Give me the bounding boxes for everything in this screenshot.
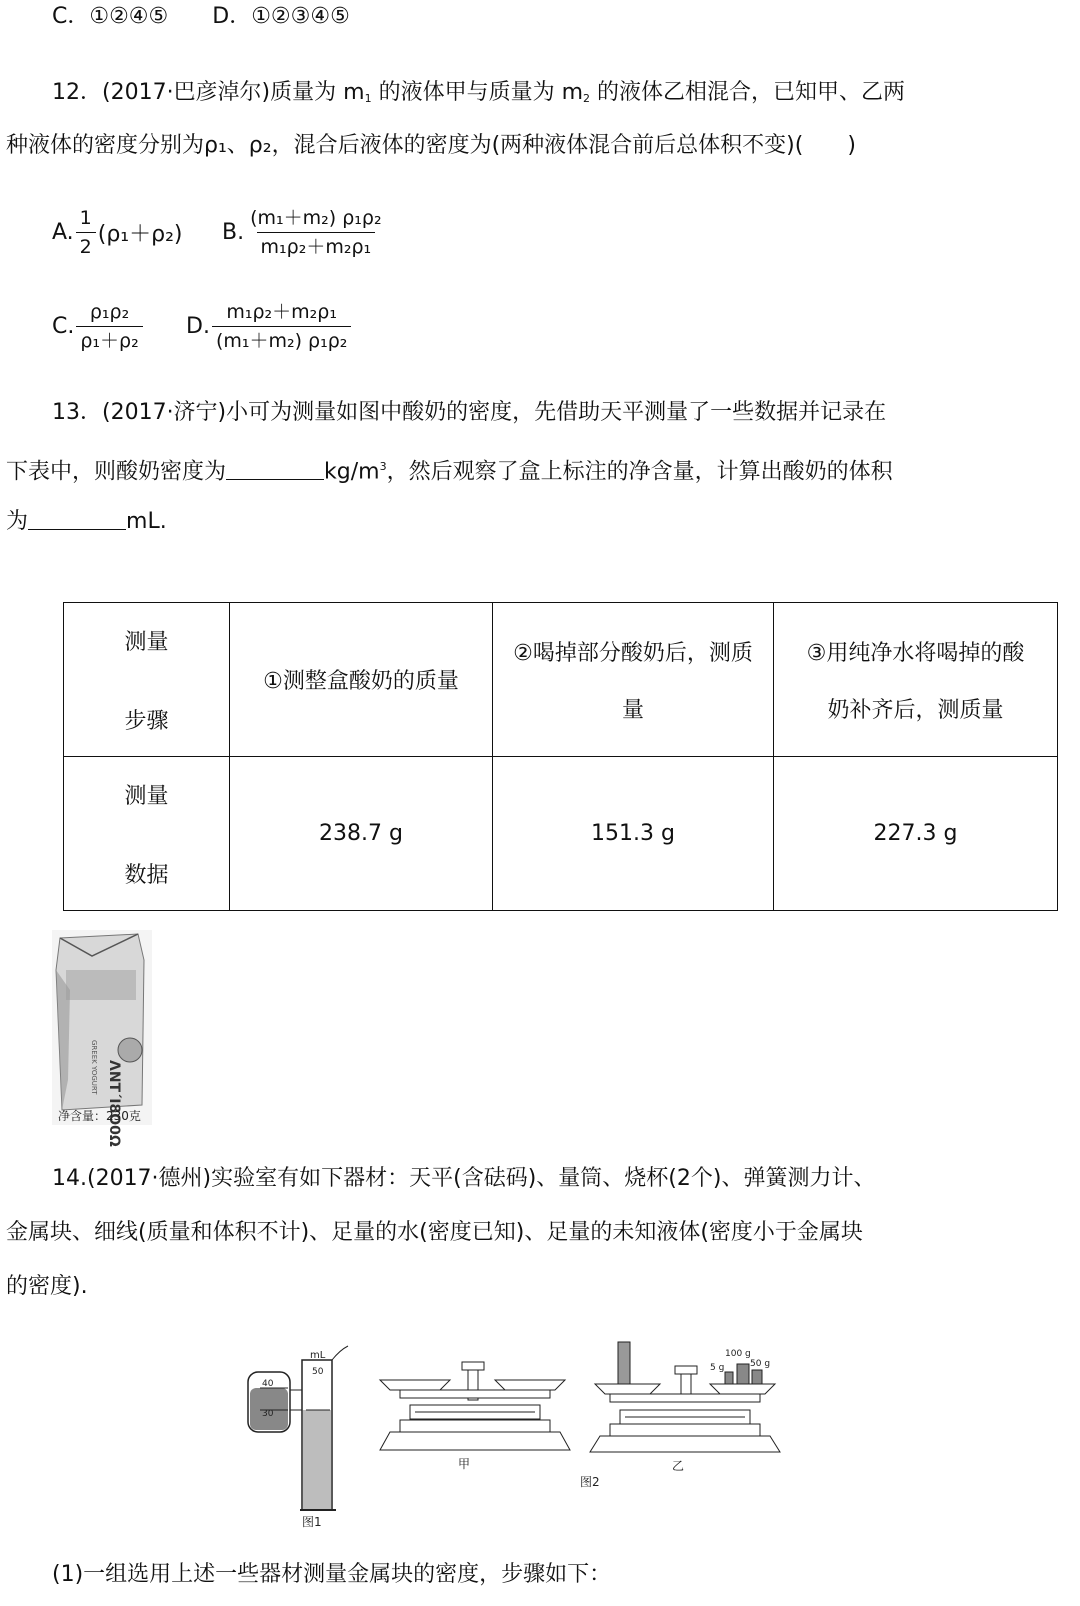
q12-option-a: A. $\frac{1}{2}$ (ρ₁＋ρ₂): [52, 207, 183, 258]
option-c: C．①②④⑤: [52, 4, 169, 29]
table-cell-step2: ②喝掉部分酸奶后，测质 量: [493, 603, 774, 757]
svg-text:50: 50: [312, 1367, 324, 1377]
answer-blank-density[interactable]: [226, 457, 324, 480]
jia-label: 甲: [458, 1457, 471, 1471]
svg-text:40: 40: [262, 1379, 274, 1389]
svg-text:5 g: 5 g: [710, 1363, 725, 1373]
fig2-label: 图2: [580, 1475, 600, 1489]
svg-text:100 g: 100 g: [725, 1349, 751, 1359]
yogurt-box-image: [52, 930, 152, 1147]
yogurt-brand: GREEK YOGURT: [90, 1040, 98, 1095]
balance-jia-figure: [380, 1362, 570, 1471]
table-cell-step3: ③用纯净水将喝掉的酸 奶补齐后，测质量: [774, 603, 1058, 757]
svg-text:50 g: 50 g: [750, 1359, 771, 1369]
q13-line1: 13．(2017·济宁)小可为测量如图中酸奶的密度，先借助天平测量了一些数据并记录在: [52, 400, 887, 425]
q13-line2: 下表中，则酸奶密度为 $kg/m^3$，然后观察了盒上标注的净含量，计算出酸奶的体积: [6, 459, 893, 485]
q12-line1: 12．(2017·巴彦淖尔)质量为 $m_1$ 的液体甲与质量为 $m_2$ 的液体乙相混合，已知甲、乙两: [52, 80, 905, 105]
option-d: D．①②③④⑤: [212, 4, 350, 29]
q12-option-d: D. $\frac{\text{m₁ρ₂＋m₂ρ₁}}{\text{(m₁＋m₂) ρ₁ρ₂}}$: [186, 300, 353, 353]
balance-yi-figure: [580, 1342, 780, 1489]
q14-line2: 金属块、细线(质量和体积不计)、足量的水(密度已知)、足量的未知液体(密度小于金属块: [6, 1220, 863, 1245]
yi-label: 乙: [672, 1459, 685, 1473]
option-row-top: [52, 2, 350, 32]
q12-option-b: B. $\frac{\text{(m₁＋m₂) ρ₁ρ₂}}{\text{m₁ρ₂＋m₂ρ₁}}$: [222, 207, 382, 258]
q13-line3: 为 mL.: [6, 509, 167, 534]
answer-blank-volume[interactable]: [28, 507, 126, 530]
figures-area: [240, 1349, 800, 1530]
q12-line2: 种液体的密度分别为ρ₁、ρ₂，混合后液体的密度为(两种液体混合前后总体积不变)( ): [6, 133, 856, 158]
svg-text:30: 30: [262, 1409, 274, 1419]
q14-line3: 的密度).: [6, 1274, 88, 1299]
table-cell-step1: ①测整盒酸奶的质量: [230, 603, 493, 757]
measuring-cylinder-figure: [248, 1346, 348, 1529]
svg-text:ΛΝΤ΄Ι8Ο0Ω: ΛΝΤ΄Ι8Ο0Ω: [106, 1060, 122, 1147]
table-cell-data3: 227.3 g: [774, 757, 1058, 911]
measurement-table: [63, 602, 1058, 911]
table-cell-data2: 151.3 g: [493, 757, 774, 911]
q14-part1: (1)一组选用上述一些器材测量金属块的密度，步骤如下：: [52, 1562, 612, 1587]
table-head-data: 测量 数据: [64, 757, 230, 911]
svg-text:mL: mL: [310, 1350, 326, 1361]
table-head-steps: 测量 步骤: [64, 603, 230, 757]
fig1-label: 图1: [302, 1515, 322, 1529]
q12-option-c: C. $\frac{\text{ρ₁ρ₂}}{\text{ρ₁＋ρ₂}}$: [52, 300, 145, 353]
yogurt-net-content: 净含量：230克: [58, 1109, 141, 1123]
q14-line1: 14.(2017·德州)实验室有如下器材：天平(含砝码)、量筒、烧杯(2个)、弹簧测力计、: [52, 1166, 876, 1191]
table-cell-data1: 238.7 g: [230, 757, 493, 911]
